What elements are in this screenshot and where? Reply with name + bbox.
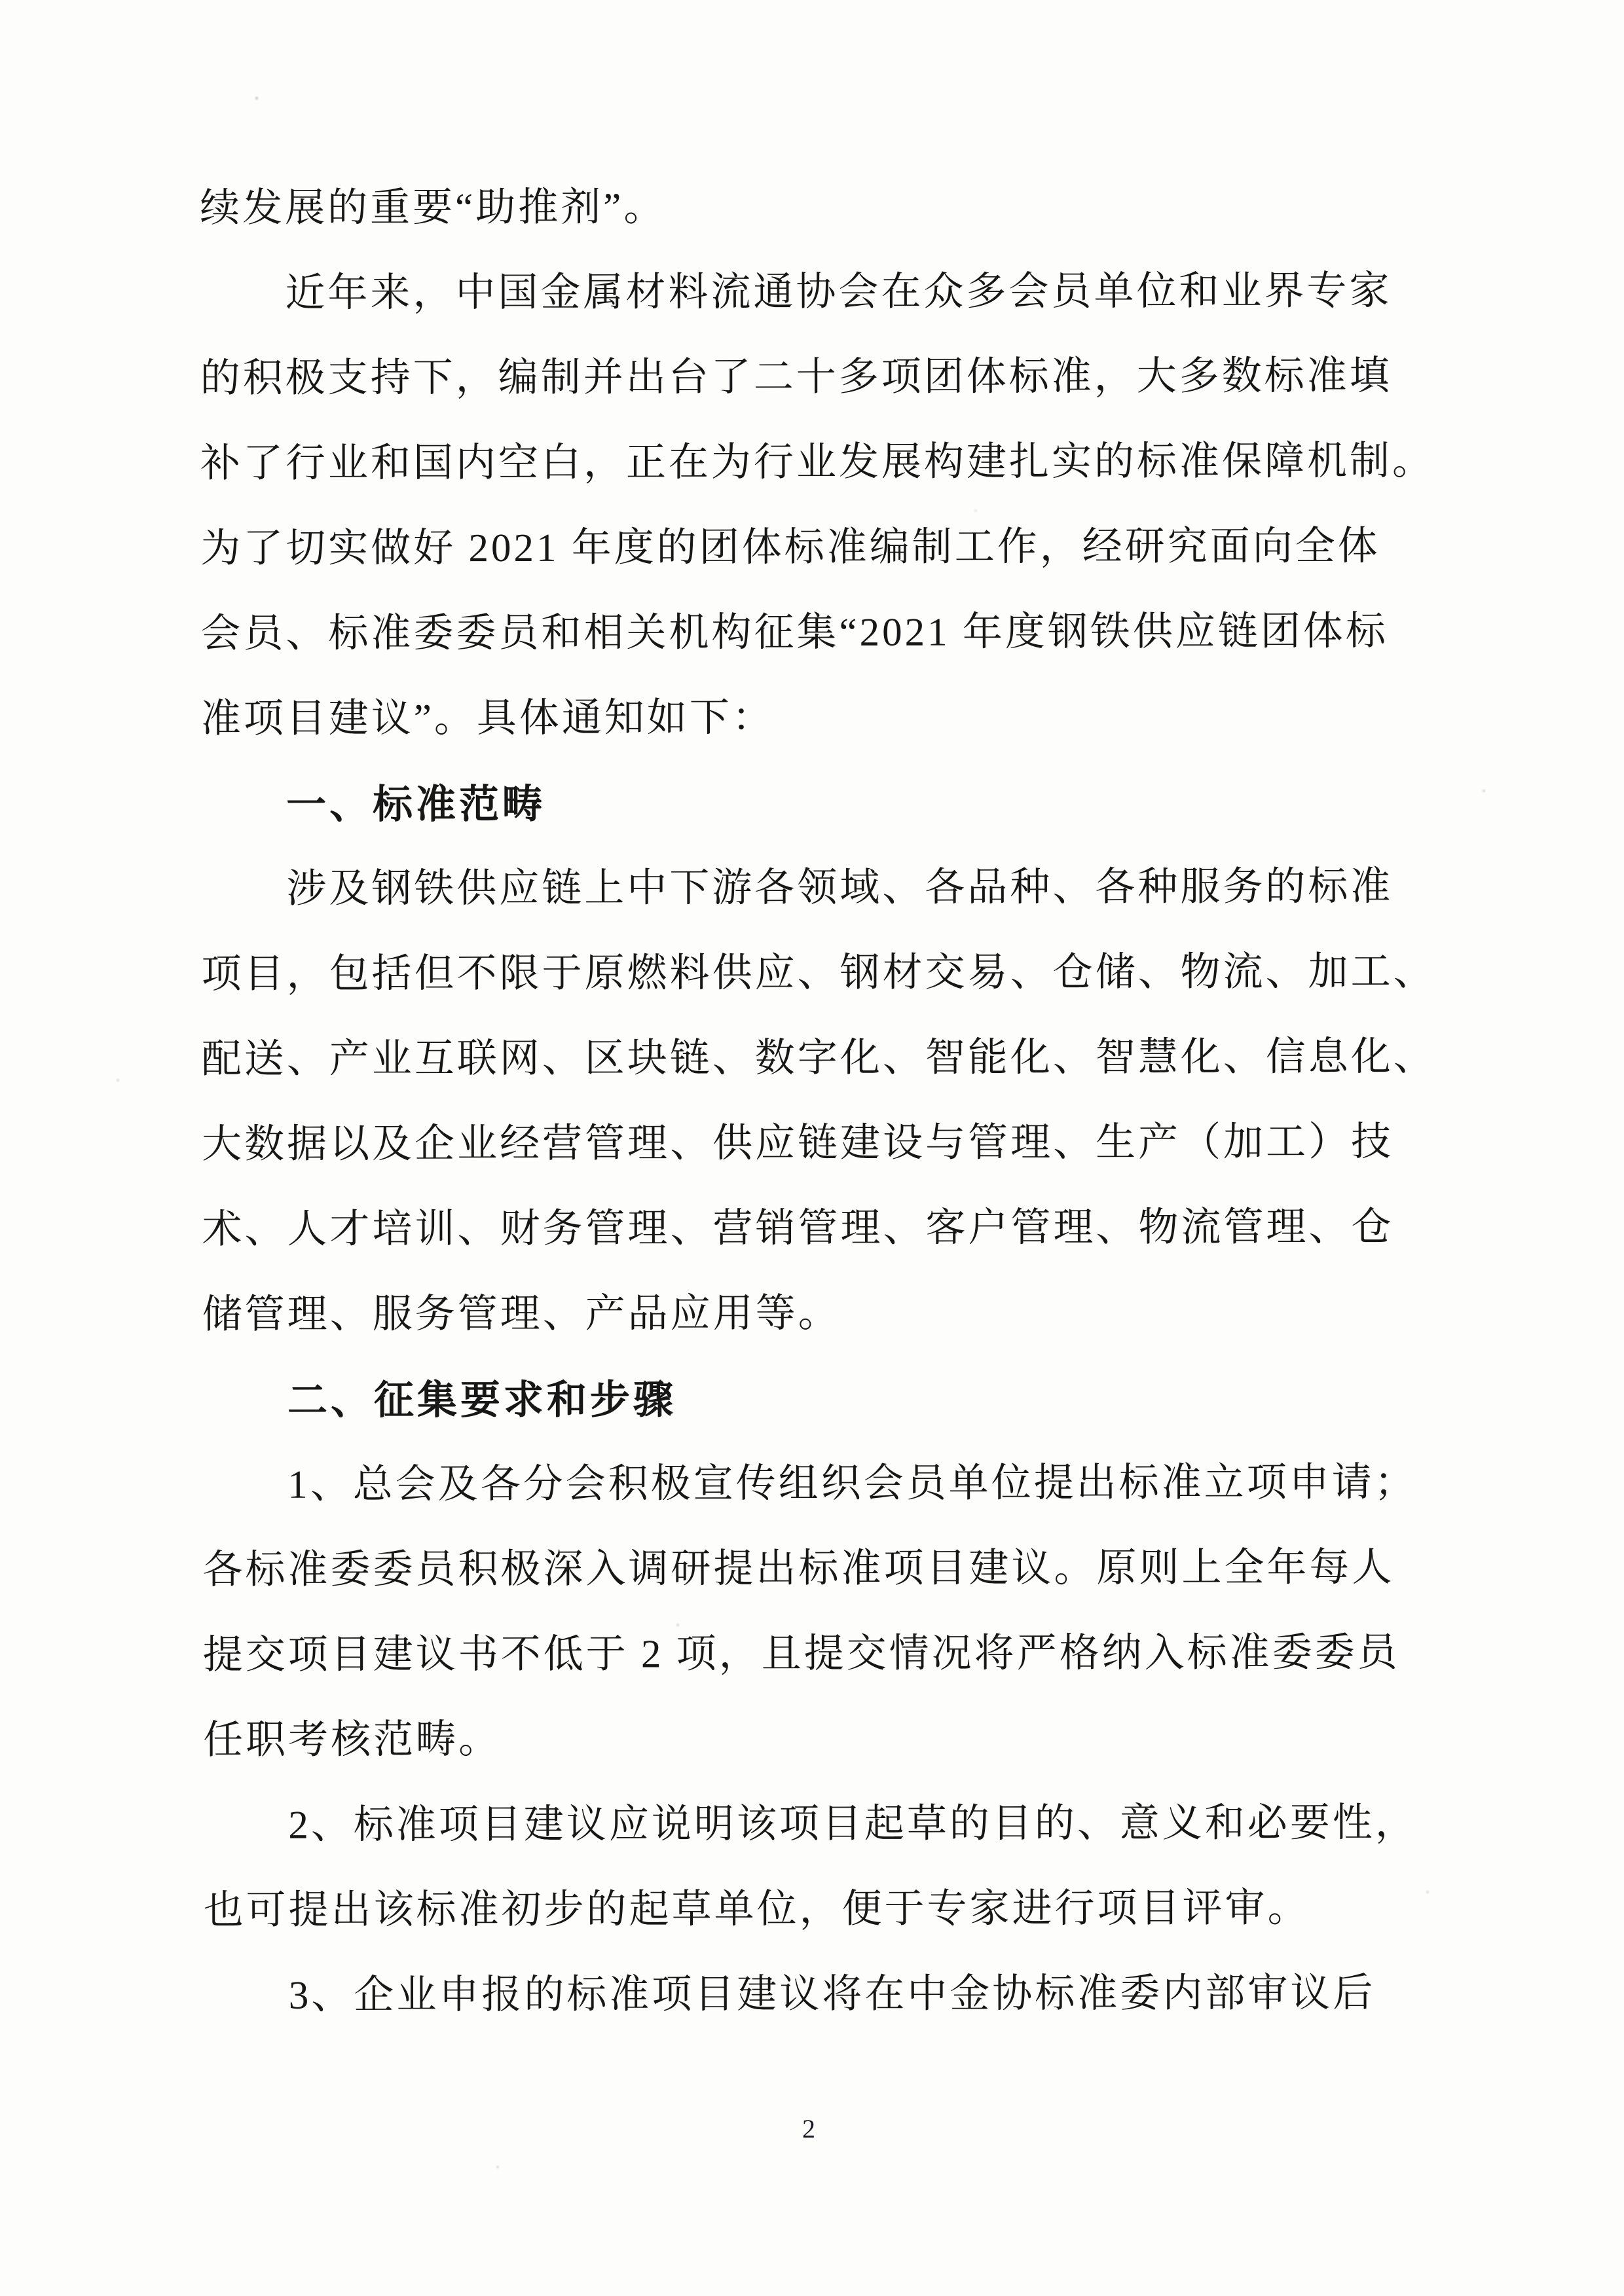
- text-line: 配送、产业互联网、区块链、数字化、智能化、智慧化、信息化、: [201, 1035, 1436, 1082]
- text-line: 储管理、服务管理、产品应用等。: [202, 1291, 841, 1337]
- text-line: 各标准委委员积极深入调研提出标准项目建议。原则上全年每人: [202, 1546, 1395, 1592]
- text-line: 会员、标准委委员和相关机构征集“2021 年度钢铁供应链团体标: [200, 610, 1388, 656]
- text-line: 任职考核范畴。: [202, 1718, 502, 1762]
- text-line: 大数据以及企业经营管理、供应链建设与管理、生产（加工）技: [202, 1120, 1394, 1167]
- text-line: 涉及钢铁供应链上中下游各领域、各品种、各种服务的标准: [286, 865, 1393, 911]
- text-line: 为了切实做好 2021 年度的团体标准编制工作，经研究面向全体: [200, 524, 1380, 571]
- text-line: 术、人才培训、财务管理、营销管理、客户管理、物流管理、仓: [202, 1205, 1394, 1252]
- page-number: 2: [802, 2114, 815, 2143]
- text-line: 提交项目建议书不低于 2 项，且提交情况将严格纳入标准委委员: [202, 1631, 1400, 1677]
- text-line: 3、企业申报的标准项目建议将在中金协标准委内部审议后: [288, 1971, 1376, 2018]
- text-line: 2、标准项目建议应说明该项目起草的目的、意义和必要性，: [288, 1801, 1418, 1848]
- text-line: 补了行业和国内空白，正在为行业发展构建扎实的标准保障机制。: [200, 439, 1435, 486]
- text-line: 1、总会及各分会积极宣传组织会员单位提出标准立项申请；: [287, 1461, 1417, 1507]
- section-heading-line: 二、征集要求和步骤: [287, 1377, 677, 1423]
- text-line: 也可提出该标准初步的起草单位，便于专家进行项目评审。: [203, 1886, 1310, 1933]
- text-line: 续发展的重要“助推剂”。: [200, 185, 667, 230]
- text-line: 的积极支持下，编制并出台了二十多项团体标准，大多数标准填: [200, 354, 1392, 401]
- section-heading-line: 一、标准范畴: [286, 781, 546, 827]
- text-line: 近年来，中国金属材料流通协会在众多会员单位和业界专家: [285, 269, 1392, 316]
- text-line: 项目，包括但不限于原燃料供应、钢材交易、仓储、物流、加工、: [201, 950, 1436, 996]
- document-body: [200, 164, 1436, 2039]
- text-line: 准项目建议”。具体通知如下：: [200, 696, 775, 741]
